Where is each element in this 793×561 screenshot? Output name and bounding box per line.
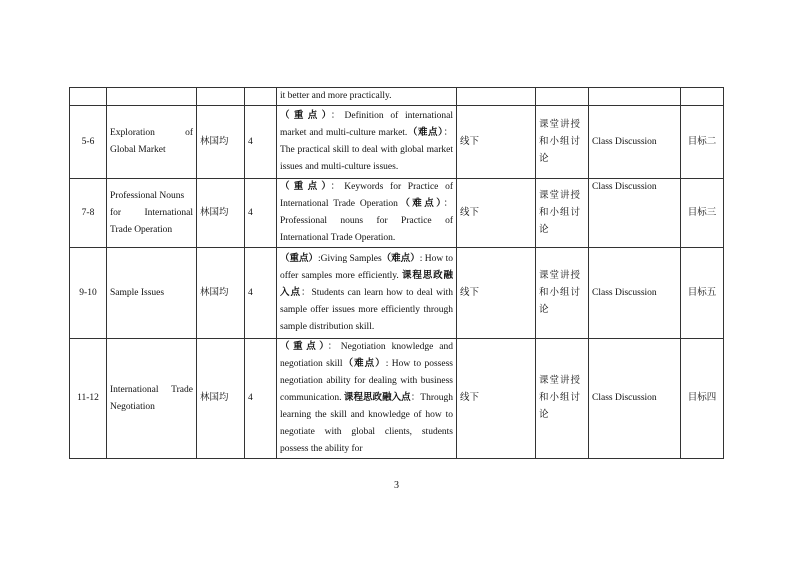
cell-teacher: 林国均: [197, 339, 245, 459]
cell-hours: 4: [245, 106, 277, 179]
cell-content: [277, 106, 457, 179]
page-number: 3: [394, 480, 399, 491]
cell-goal: 目标五: [681, 248, 724, 339]
content-text: it better and more practically.: [280, 91, 392, 101]
cell-week: 11-12: [70, 339, 107, 459]
table-row: [70, 179, 724, 248]
cell-topic: [107, 88, 197, 106]
topic-line: Sample Issues: [110, 287, 165, 298]
cell-teacher: 林国均: [197, 106, 245, 179]
cell-activity: Class Discussion: [589, 248, 681, 339]
topic-line: Global Market: [110, 145, 166, 155]
cell-mode: 线下: [457, 248, 536, 339]
content-line: market and multi-culture market.（难点）：: [280, 128, 453, 138]
cell-teacher: [197, 88, 245, 106]
cell-hours: [245, 88, 277, 106]
cell-activity: Class Discussion: [589, 179, 681, 248]
cell-content: （重点）：Negotiation knowledge and negotiation skill（难点）: How to possess negotiation ability for dealing with business communication. 课程思政融入点：Through learning the skill and knowledge of how to negotiate with global clients, students possess the ability for: [277, 339, 457, 459]
cell-goal: 目标三: [681, 179, 724, 248]
cell-week: 9-10: [70, 248, 107, 339]
table-row: [70, 248, 724, 339]
cell-content: （重点）:Giving Samples（难点）: How to offer samples more efficiently. 课程思政融入点：Students can learn how to deal with sample offer issues more efficiently through sample distribution skill.: [277, 248, 457, 339]
table-row-continuation: [70, 88, 724, 106]
topic-line: for International: [110, 207, 193, 218]
cell-method: 课堂讲授 和小组讨 论: [536, 179, 589, 248]
cell-teacher: 林国均: [197, 179, 245, 248]
cell-week: [70, 88, 107, 106]
cell-method: 课堂讲授 和小组讨 论: [536, 339, 589, 459]
topic-line: Professional Nouns: [110, 190, 185, 201]
cell-topic: [107, 339, 197, 459]
cell-goal: 目标四: [681, 339, 724, 459]
cell-mode: 线下: [457, 339, 536, 459]
cell-week: 5-6: [70, 106, 107, 179]
cell-goal: [681, 88, 724, 106]
cell-method: 课堂讲授 和小组讨 论: [536, 106, 589, 179]
cell-method: 课堂讲授 和小组讨 论: [536, 248, 589, 339]
table-row: [70, 339, 724, 459]
cell-activity: Class Discussion: [589, 106, 681, 179]
cell-hours: 4: [245, 248, 277, 339]
cell-topic: [107, 248, 197, 339]
cell-topic: [107, 106, 197, 179]
topic-line: International Trade: [110, 384, 193, 395]
cell-mode: 线下: [457, 179, 536, 248]
table-row: [70, 106, 724, 179]
course-schedule-table: [69, 87, 724, 459]
cell-hours: 4: [245, 179, 277, 248]
content-text: The practical skill to deal with global market issues and multi-culture issues.: [280, 145, 453, 172]
content-line: （重点）：Definition of international: [280, 111, 453, 121]
cell-week: 7-8: [70, 179, 107, 248]
cell-hours: 4: [245, 339, 277, 459]
cell-goal: 目标二: [681, 106, 724, 179]
topic-line: Trade Operation: [110, 224, 173, 235]
cell-teacher: 林国均: [197, 248, 245, 339]
cell-content: （重点）：Keywords for Practice of International Trade Operation（难点）：Professional nouns for Practice of International Trade Operation.: [277, 179, 457, 248]
cell-content: [277, 88, 457, 106]
cell-mode: [457, 88, 536, 106]
cell-mode: 线下: [457, 106, 536, 179]
cell-activity: Class Discussion: [589, 339, 681, 459]
cell-method: [536, 88, 589, 106]
cell-activity: [589, 88, 681, 106]
topic-line: Negotiation: [110, 401, 155, 412]
topic-line: Exploration of: [110, 128, 193, 138]
cell-topic: [107, 179, 197, 248]
